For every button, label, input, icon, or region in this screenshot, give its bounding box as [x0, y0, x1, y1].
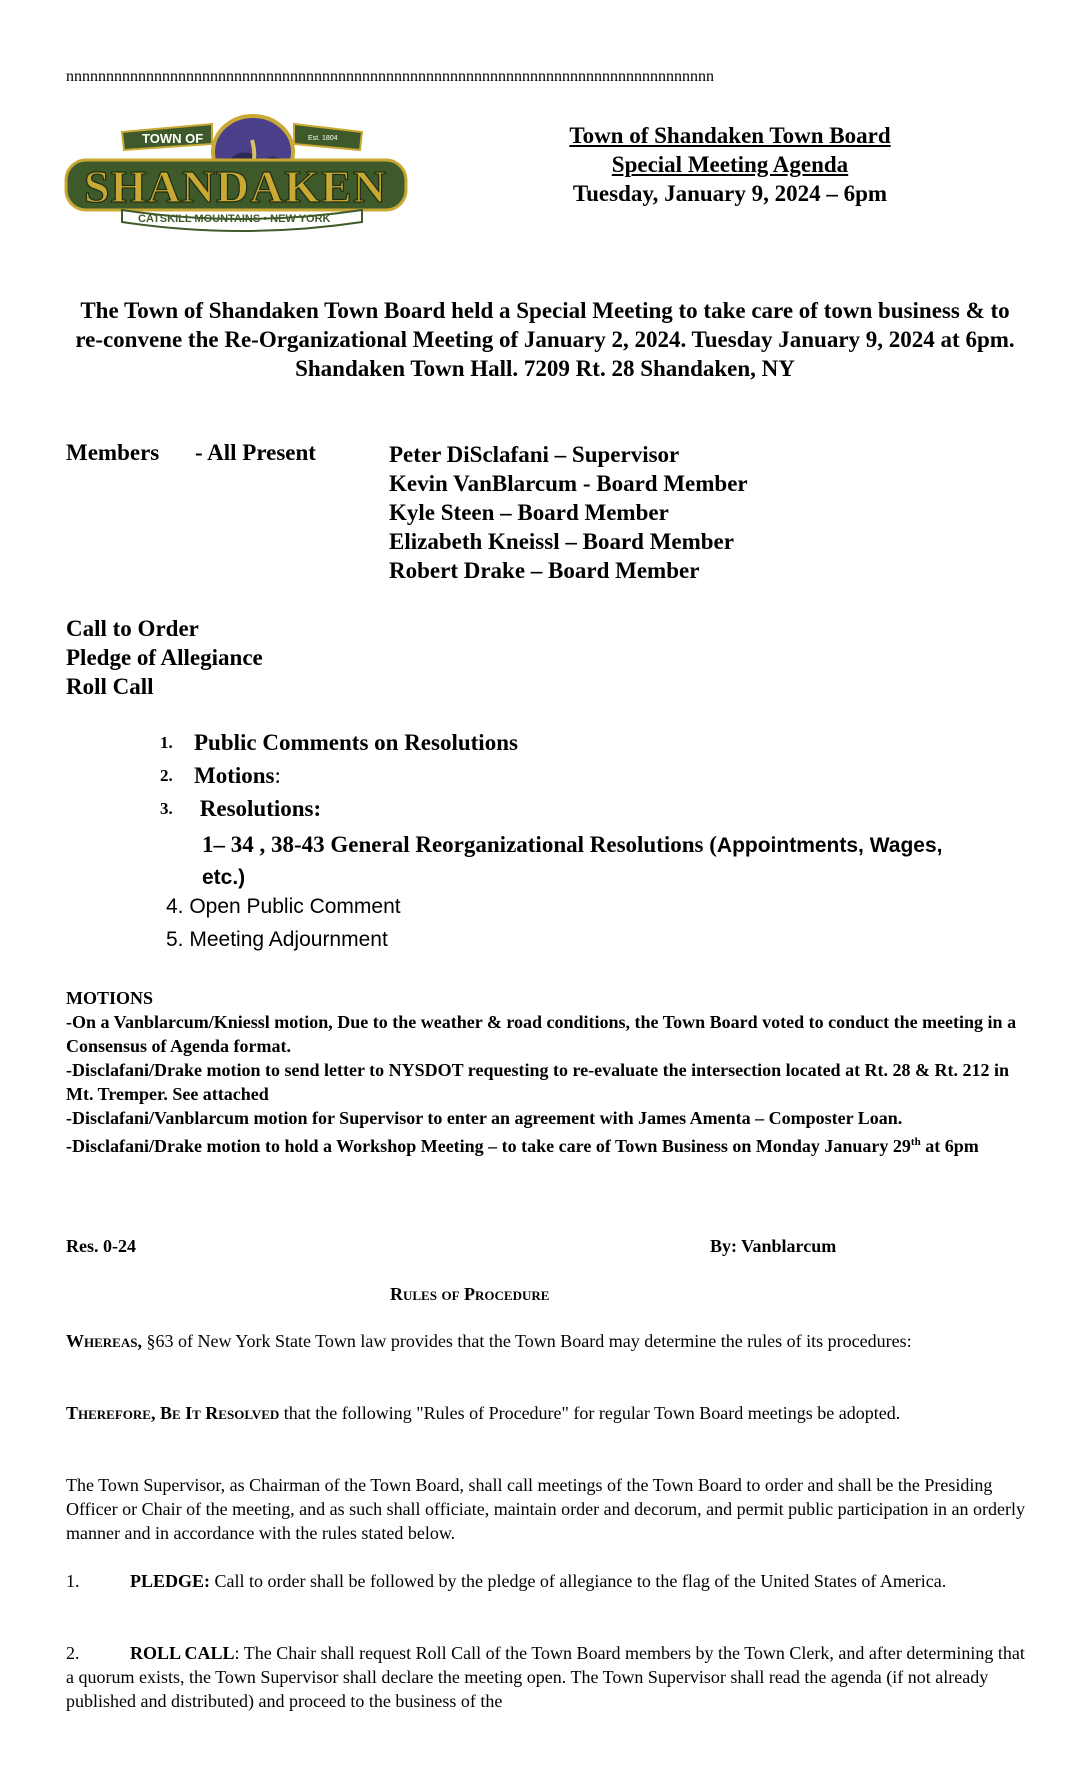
- motions-section: [66, 986, 1026, 1158]
- agenda-item-suffix: :: [274, 763, 281, 788]
- resolutions-etc: etc.): [202, 866, 246, 889]
- open-public-comment: 4. Open Public Comment: [166, 895, 401, 918]
- logo-town-of: TOWN OF: [142, 131, 204, 146]
- roll-call: Roll Call: [66, 674, 154, 699]
- pledge-of-allegiance: Pledge of Allegiance: [66, 645, 263, 670]
- agenda-item-number: 1.: [160, 733, 173, 752]
- member-kneissl: Elizabeth Kneissl – Board Member: [389, 529, 734, 554]
- therefore-paragraph: Therefore, Be It Resolved that the following "Rules of Procedure" for regular Town Board meetings be adopted.: [66, 1403, 901, 1423]
- header-meeting-type: Special Meeting Agenda: [611, 152, 849, 177]
- agenda-item-label: Motions: [194, 763, 275, 788]
- members-list: [389, 440, 748, 585]
- logo-est: Est. 1804: [308, 135, 338, 142]
- motion-3: -Disclafani/Vanblarcum motion for Supervisor to enter an agreement with James Amenta – Composter Loan.: [66, 1108, 903, 1128]
- agenda-item: [160, 893, 1040, 926]
- agenda-item-number: 2.: [160, 766, 173, 785]
- agenda-item: [160, 730, 1040, 763]
- motions-title: MOTIONS: [66, 988, 154, 1008]
- resolution-sponsor: By: Vanblarcum: [710, 1236, 837, 1256]
- intro-paragraph: The Town of Shandaken Town Board held a Special Meeting to take care of town business & to re-convene the Re-Organizational Meeting of January 2, 2024. Tuesday January 9, 2024 at 6pm. Shandaken Town Hall. 7209 Rt. 28 Shandaken, NY: [75, 298, 1015, 381]
- whereas-paragraph: Whereas, §63 of New York State Town law provides that the Town Board may determine the rules of its procedures:: [66, 1331, 912, 1351]
- logo-tagline: CATSKILL MOUNTAINS • NEW YORK: [138, 213, 331, 225]
- member-vanblarcum: Kevin VanBlarcum - Board Member: [389, 471, 748, 496]
- header-date: Tuesday, January 9, 2024 – 6pm: [572, 181, 888, 206]
- agenda-list: [160, 730, 1040, 959]
- members-label: Members: [66, 440, 160, 465]
- motion-2: -Disclafani/Drake motion to send letter to NYSDOT requesting to re-evaluate the intersection located at Rt. 28 & Rt. 212 in Mt. Tremper. See attached: [66, 1060, 1010, 1104]
- member-steen: Kyle Steen – Board Member: [389, 500, 669, 525]
- resolutions-detail: [160, 829, 1040, 893]
- rule-2-roll-call: 2. ROLL CALL: The Chair shall request Roll Call of the Town Board members by the Town Clerk, and after determining that a quorum exists, the Town Supervisor shall declare the meeting open. The Town Supervisor shall read the agenda (if not already published and distributed) and proceed to the business of the: [66, 1643, 1025, 1711]
- shandaken-logo: [62, 110, 414, 238]
- motion-4: -Disclafani/Drake motion to hold a Workshop Meeting – to take care of Town Business on Monday January 29th at 6pm: [66, 1136, 979, 1156]
- opening-items: [66, 614, 263, 701]
- motion-1: -On a Vanblarcum/Kniessl motion, Due to the weather & road conditions, the Town Board voted to conduct the meeting in a Consensus of Agenda format.: [66, 1012, 1017, 1056]
- meeting-adjournment: 5. Meeting Adjournment: [166, 928, 388, 951]
- members-status: - All Present: [195, 440, 316, 465]
- resolution-title: Rules of Procedure: [390, 1284, 550, 1304]
- supervisor-paragraph: The Town Supervisor, as Chairman of the Town Board, shall call meetings of the Town Board to order and shall be the Presiding Officer or Chair of the meeting, and as such shall officiate, maintain order and decorum, and permit public participation in an orderly manner and in accordance with the rules stated below.: [66, 1475, 1026, 1543]
- agenda-item-label: Resolutions:: [194, 796, 322, 821]
- call-to-order: Call to Order: [66, 616, 199, 641]
- member-drake: Robert Drake – Board Member: [389, 558, 700, 583]
- agenda-item-label: Public Comments on Resolutions: [194, 730, 518, 755]
- agenda-item-number: 3.: [160, 799, 173, 818]
- agenda-item: [160, 796, 1040, 829]
- resolutions-types: Appointments, Wages,: [716, 834, 943, 857]
- logo-name: SHANDAKEN: [84, 161, 387, 212]
- top-line-artifact: nnnnnnnnnnnnnnnnnnnnnnnnnnnnnnnnnnnnnnnnnnnnnnnnnnnnnnnnnnnnnnnnnnnnnnnnnnnnnnnnn: [66, 68, 714, 85]
- rule-1-pledge: 1. PLEDGE: Call to order shall be followed by the pledge of allegiance to the flag of the United States of America.: [66, 1571, 947, 1591]
- header-town-board: Town of Shandaken Town Board: [569, 123, 891, 148]
- member-supervisor: Peter DiSclafani – Supervisor: [389, 442, 680, 467]
- resolutions-range: 1– 34 , 38-43 General Reorganizational Resolutions (: [202, 832, 717, 857]
- resolution-number: Res. 0-24: [66, 1236, 136, 1256]
- agenda-item: [160, 926, 1040, 959]
- agenda-header: [520, 121, 940, 208]
- agenda-item: [160, 763, 1040, 796]
